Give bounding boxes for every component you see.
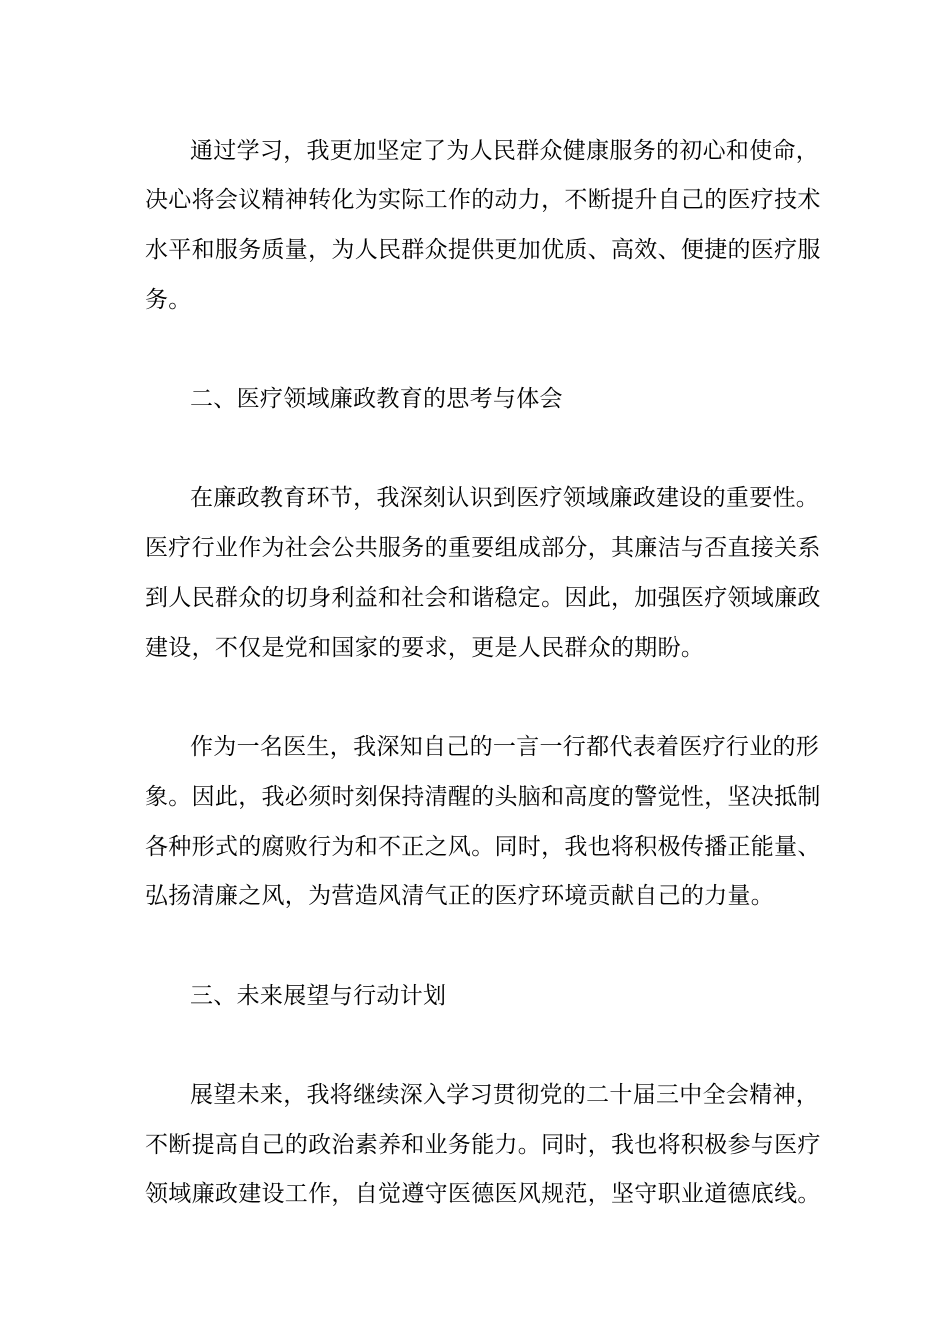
paragraph-line: 领域廉政建设工作，自觉遵守医德医风规范，坚守职业道德底线。 bbox=[145, 1181, 821, 1207]
paragraph-line: 作为一名医生，我深知自己的一言一行都代表着医疗行业的形 bbox=[190, 734, 820, 760]
paragraph-line: 水平和服务质量，为人民群众提供更加优质、高效、便捷的医疗服 bbox=[145, 237, 821, 263]
paragraph-line: 建设，不仅是党和国家的要求，更是人民群众的期盼。 bbox=[145, 635, 705, 661]
paragraph-line: 务。 bbox=[145, 287, 192, 313]
paragraph-line: 弘扬清廉之风，为营造风清气正的医疗环境贡献自己的力量。 bbox=[145, 883, 775, 909]
paragraph-line: 到人民群众的切身利益和社会和谐稳定。因此，加强医疗领域廉政 bbox=[145, 585, 821, 611]
paragraph-line: 通过学习，我更加坚定了为人民群众健康服务的初心和使命， bbox=[190, 138, 820, 164]
paragraph-line: 各种形式的腐败行为和不正之风。同时，我也将积极传播正能量、 bbox=[145, 834, 821, 860]
paragraph-line: 不断提高自己的政治素养和业务能力。同时，我也将积极参与医疗 bbox=[145, 1132, 821, 1158]
paragraph-line: 展望未来，我将继续深入学习贯彻党的二十届三中全会精神， bbox=[190, 1082, 820, 1108]
paragraph-line: 象。因此，我必须时刻保持清醒的头脑和高度的警觉性，坚决抵制 bbox=[145, 784, 821, 810]
section-heading-3: 三、未来展望与行动计划 bbox=[190, 983, 447, 1009]
section-heading-2: 二、医疗领域廉政教育的思考与体会 bbox=[190, 386, 563, 412]
paragraph-line: 在廉政教育环节，我深刻认识到医疗领域廉政建设的重要性。 bbox=[190, 485, 820, 511]
paragraph-line: 决心将会议精神转化为实际工作的动力，不断提升自己的医疗技术 bbox=[145, 187, 821, 213]
paragraph-line: 医疗行业作为社会公共服务的重要组成部分，其廉洁与否直接关系 bbox=[145, 535, 821, 561]
